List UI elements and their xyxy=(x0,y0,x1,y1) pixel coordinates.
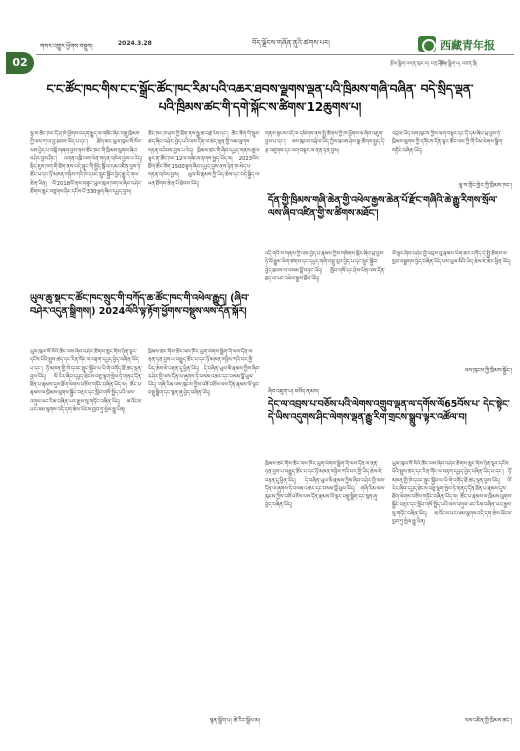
byline-2: ལས་ཁུངས་ཀྱི་ཁྲིམས་སྐྱོང་། xyxy=(464,368,512,374)
article-column-1: ལྷ་ས་ཚོང་ཁང་དོ་ཤ་ཁེ་ཕྱོགས་བདག་རྒྱུད་ལ་གཟོང་ཞིང་བསྡུ་ཁྲིམས་ཀྱི་ལས་ཀ་ལ་བྱ་ཐབས་ཡོད་པ་དང་། ཐོག་མར་ཡུལ་ཁུལ་སོ་སོར་ལས་བྱེད་པ་བསྐོ་གཞག་བྱས་ནས་ཚོང་ཁང་གི་ཁྲིམས་ལུགས་ཞིབ་བཤེར་བྱས་ཤིང་། འགན་འཁྲི་ལག་ལེན་གཏན་འཁེལ་བྱས་པ་རེད། སྲིད་ཇུས་ཁག་གི་ཐོག་ནས་བདེ་སྲུང་གི་སྤྱོད་སྒོ་ལ་དམ་འཛིན་བྱས་ཏེ་ཚོང་པ་དང་ཉོ་མཁན་གཉིས་ཀའི་ཁེ་དབང་སྲུང་སྐྱོབ་བྱེད་རྒྱུ་དེ་གལ་ཆེན་ཡིན། ལོ་2018ལོ་ནས་བཟུང་ཡུལ་ཁུལ་ཁག་ལ་ཞིབ་བཤེར་ཚོགས་ཆུང་བཙུགས་ཤིང་དངོས་པོ་330ལྷག་ཞིབ་དཔྱད་བྱས། xyxy=(30,131,142,196)
newspaper-logo-text: 西藏青年报 xyxy=(440,39,495,52)
article-column-5: ཁྲིམས་ཚང་གིས་ཚོང་ལས་ཁོར་ཡུག་ལེགས་སྒྲིག་གི་ལས་དོན་ལ་ནན་ཏན་བྱས་པ་བརྒྱུད་ཚོང་པ་དང་ཉོ་མཁན་གཉིས་ཀའི་བར་གྱི་ཡིད་ཆེས་ཇེ་བརྟན་དུ་ཕྱིན་ཡོད། དེ་བཞིན་ཡུལ་མི་རྣམས་ཀྱིས་ཞིབ་བཤེར་གྱི་ལས་དོན་ལ་ཞུགས་ཏེ་བསམ་འཆར་དང་བསམ་བློ་ཕུལ་ཡོད། གཞི་རིམ་ལས་ཁུངས་ཀྱིས་བཟོ་བཅོས་ལས་དོན་རྣམས་ལོ་ལྟར་བསྡུ་སྒྲིག་དང་སྙན་ཞུ་བྱེད་བཞིན་ཡོད། xyxy=(265,461,385,509)
caption-right: ཞིབ་འཇུག་པ། བསོད་ནམས། xyxy=(268,389,319,395)
byline-3: སྙན་སྒྲོག་པ། ཚེ་རིང་སྒྲོལ་མ། xyxy=(209,718,260,724)
article-column-6: ཡུལ་ཁུལ་སོ་སོའི་ཚོང་ལས་ཞིབ་བཤེར་ཚོགས་ཆུང་གིས་ཉིན་ལྟར་དངོས་པོའི་སྤུས་ཚད་དང་རིན་གོང་ལ་བརྟག་དཔྱད་བྱེད་བཞིན་ཡོད་པ་དང་། ཉོ་མཁན་གྱི་ཁེ་དབང་སྲུང་སྐྱོབ་ལ་ཡི་གེ་འགོད་ཐོ་ཚད་ལྡན་བྱས་ཡོད། ལོ་རེར་ཞིབ་དཔྱད་ཐེངས་བཅུ་ལྷག་སྤེལ་ཏེ་གནད་དོན་ཐོན་པ་རྣམས་དུས་ཐོག་ལེགས་བཅོས་གཏོང་བཞིན་ཡོད་ལ། ཚོང་པ་རྣམས་ལ་ཁྲིམས་ལུགས་སྦྱོང་བརྡར་དང་སློབ་གསོ་སྤྲོད་པའི་ལས་འགུལ་ཡང་རིམ་བཞིན་ཡར་རྒྱས་སུ་གཏོང་བཞིན་ཡོད། མ་འོངས་པར་ལམ་ལུགས་འདི་དག་ཆེས་ཡོངས་ཁྱབ་ཏུ་སྤེལ་རྒྱུ་ཡིན། xyxy=(392,461,512,526)
editor-note-2: རྩོམ་སྒྲིག་པ། བཙན་ཁྲི། xyxy=(440,61,478,67)
byline-1: ལྷ་ས་གྲོང་ཁྱེར་ཀྱི་ཁྲིམས་ཁང་། xyxy=(458,183,512,189)
subheading-right-top: དོན་གྱི་ཁྲིམས་གཞི་ཆེན་གྱི་འཕེལ་རྒྱས་ཆེན་པོ་རྫོང་གཞིའི་ཆེ་རྒྱུ་རིགས་སྲོལ་ལས་ཞིབ་འཛིན་གྱི་ས་ཚིགས་མཐོང་། xyxy=(268,195,498,219)
page-number: 02 xyxy=(6,52,34,74)
subheading-right-bottom: དེང་ལ་འབྲས་པ་བཅོས་པའི་ལེགས་འགྲུབ་ལྡན་ལ་དགོས་ལོ65བོས་པ་ དེང་སྟེང་དེ་ཡིས་འདུགས་ཤིང་ལེགས་ལྡན་རྒྱུ་རིག་གྲངས་སྒྲུབ་ལྟར་འཚོལ་བ། xyxy=(268,399,510,423)
issue-date: 2024.3.28 xyxy=(118,40,152,47)
article-column-4: འབྲེལ་ཡོད་ལས་ཁུངས་ཀྱིས་ལག་བསྟར་དང་དོ་དམ་ཞིབ་ཕྲ་བྱས་ཏེ་ཁྲིམས་ལུགས་ཀྱི་དགོངས་དོན་ལྟར་ཚོང་ལས་ཀྱི་གོ་རིམ་ལེགས་སྒྲིག་གཏོང་བཞིན་ཡོད། xyxy=(392,131,504,154)
article-column-3b: འདི་གའི་ས་གནས་ཀྱི་ལས་བྱེད་པ་རྣམས་ཀྱིས་གཟིགས་སྐོར་ཞིབ་ཕྲ་བྱས་ཏེ་ལོ་རྒྱུས་ཡིག་ཚགས་དང་དཔྱད་གཞི་བསྡུ་རུབ་བྱེད་པ་དང་སྲུང་སྐྱོབ་བྱེད་ཐབས་ལ་བསམ་བློ་བཏང་ཡོད། སློབ་གསོ་དང་ཤེས་ཡོན་ལས་དོན་ཐད་ལ་ཡང་འཕེལ་རྒྱས་ཐོབ་ཡོད། xyxy=(265,251,385,282)
byline-4: ལས་འཛིན་གྱི་ཁྲིམས་ཚང་། xyxy=(464,718,512,724)
article-column-3: གནས་སྟངས་འདི་ལ་དམིགས་ནས་སྤྱི་ཚོགས་ཀྱི་ཁ་ཕྱོགས་ལ་ཞིབ་འཇུག་བྱས་པ་དང་། ལས་ཁུངས་འབྲེལ་ཡོད་ཀྱིས་ཐབས་ཤེས་སྣ་ཚོགས་སྤྱད་དེ་རྩ་འཛུགས་དང་ལག་བསྟར་ལ་ནན་ཏན་བྱས། xyxy=(265,131,385,154)
editor-note-1: རྩོམ་སྒྲིག་འགན་ཁུར་བ། བཀྲ་ཤིས། xyxy=(390,61,446,67)
page-header xyxy=(0,0,520,69)
paper-name: བོད་ལྗོངས་གཞོན་ནུའི་ཚགས་པར། xyxy=(252,39,330,47)
article-column-4b: ལོ་ལྟར་ཞིབ་བཤེར་གྱི་འབྲས་བུ་རྣམས་ཡིག་ཆར་བཀོད་དེ་སྤྱི་ཚོགས་ལ་ཁྱབ་བསྒྲགས་བྱེད་བཞིན་ཡོད་པས་ཡུལ་མིའི་ཡིད་ཆེས་ཇེ་ཆེར་ཕྱིན་ཡོད། xyxy=(392,251,511,266)
article-column-2b: ཁྲིམས་ཚང་གིས་ཚོང་ལས་ཁོར་ཡུག་ལེགས་སྒྲིག་གི་ལས་དོན་ལ་ནན་ཏན་བྱས་པ་བརྒྱུད་ཚོང་པ་དང་ཉོ་མཁན་གཉིས་ཀའི་བར་གྱི་ཡིད་ཆེས་ཇེ་བརྟན་དུ་ཕྱིན་ཡོད། དེ་བཞིན་ཡུལ་མི་རྣམས་ཀྱིས་ཞིབ་བཤེར་གྱི་ལས་དོན་ལ་ཞུགས་ཏེ་བསམ་འཆར་དང་བསམ་བློ་ཕུལ་ཡོད། གཞི་རིམ་ལས་ཁུངས་ཀྱིས་བཟོ་བཅོས་ལས་དོན་རྣམས་ལོ་ལྟར་བསྡུ་སྒྲིག་དང་སྙན་ཞུ་བྱེད་བཞིན་ཡོད། xyxy=(148,349,260,397)
newspaper-logo-icon xyxy=(418,36,436,52)
section-title: གསར་འགྱུར་ཕྱོགས་བསྡུས། xyxy=(40,43,93,50)
main-headline: ང་ང་ཚོང་ཁང་གིས་ང་ང་སྒྲོང་ཚོང་ཁང་རིམ་པའི་འཆར་ཐབས་ལྗགས་ལྡན་པའི་ཁྲིམས་གཞི་བཞིན་ བདེ་སྲིད་ལྡན་པའི་ཁྲིམས་ཚང་གི་དགེ་སྐོང་ས་ཚིགས་12ཆུགས་པ། xyxy=(46,82,474,114)
header-divider xyxy=(36,54,514,55)
article-column-2: ཚོང་ཁང་ཁ་ཤས་ཀྱི་ཐོག་ནས་རྒྱུ་ཆ་བརྗེ་རེས་དང་། ཚོང་ཟོག་གི་སྤུས་ཚད་ཞིབ་བཤེར་བྱེད་པའི་ལས་དོན་ལ་ཚད་ལྡན་གྱི་ལམ་ལུགས་གཏན་འབེབས་བྱས་པ་རེད། ཁྲིམས་ཚང་གི་ཞིབ་དཔྱད་གནས་ཚུལ་ལྟར་ན་ཚོང་ཁང་12ལ་གཟེངས་རྟགས་སྤྲད་ཡོད་ལ། 2023ལོར་ཐོག་ཚོང་ཟོག་1500ལྷག་ཞིབ་དཔྱད་བྱས་ནས་ཉེན་ཁ་མེད་པ་གཏན་འཁེལ་བྱས། ཡུལ་མི་རྣམས་ཀྱི་ཡིད་ཆེས་དང་བདེ་སྐྱིད་ལ་ཕན་ཐོགས་ཆེན་པོ་ཐེབས་ཡོད། xyxy=(148,131,260,187)
article-column-1b: ཡུལ་ཁུལ་སོ་སོའི་ཚོང་ལས་ཞིབ་བཤེར་ཚོགས་ཆུང་གིས་ཉིན་ལྟར་དངོས་པོའི་སྤུས་ཚད་དང་རིན་གོང་ལ་བརྟག་དཔྱད་བྱེད་བཞིན་ཡོད་པ་དང་། ཉོ་མཁན་གྱི་ཁེ་དབང་སྲུང་སྐྱོབ་ལ་ཡི་གེ་འགོད་ཐོ་ཚད་ལྡན་བྱས་ཡོད། ལོ་རེར་ཞིབ་དཔྱད་ཐེངས་བཅུ་ལྷག་སྤེལ་ཏེ་གནད་དོན་ཐོན་པ་རྣམས་དུས་ཐོག་ལེགས་བཅོས་གཏོང་བཞིན་ཡོད་ལ། ཚོང་པ་རྣམས་ལ་ཁྲིམས་ལུགས་སྦྱོང་བརྡར་དང་སློབ་གསོ་སྤྲོད་པའི་ལས་འགུལ་ཡང་རིམ་བཞིན་ཡར་རྒྱས་སུ་གཏོང་བཞིན་ཡོད། མ་འོངས་པར་ལམ་ལུགས་འདི་དག་ཆེས་ཡོངས་ཁྱབ་ཏུ་སྤེལ་རྒྱུ་ཡིན། xyxy=(30,349,142,414)
subheading-left: ཡུལ་ཆུ་སྡང་ང་ཚོང་ཁང་སྲུང་གི་བཀོད་ཆ་ཚོང་ཁང་གི་འཕེལ་རྒྱུད། (ཞིབ་བཤེར་འདུན་སྒྲིགས།) 2024ལོའི་ལྟ་རྟོག་ཕྱོགས་བསྡུས་ལས་དོན་སྐོར། xyxy=(30,293,250,317)
